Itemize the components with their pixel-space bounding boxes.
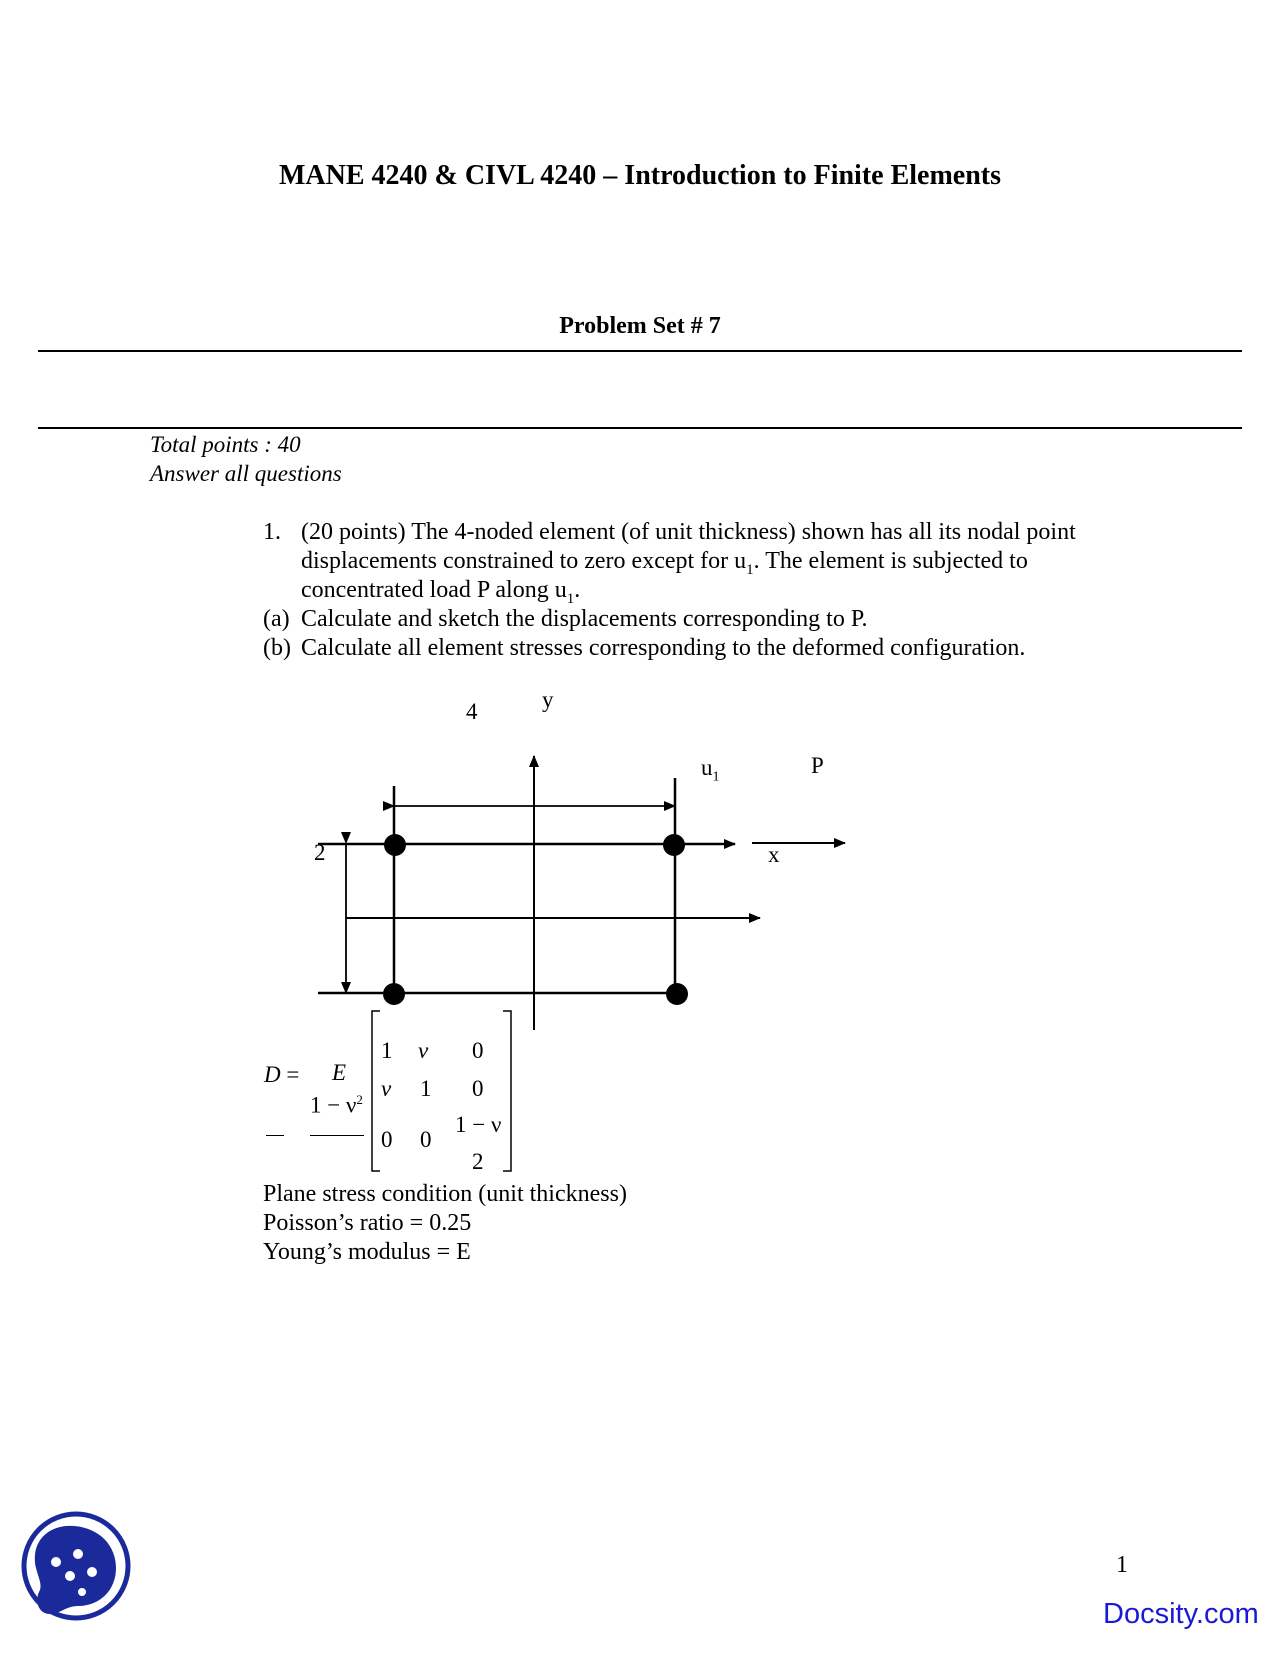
- y-axis-label: y: [542, 687, 554, 712]
- matrix-coef-denominator: $1 - \nu^2$: [310, 1092, 363, 1118]
- u1-label: $u_1$: [701, 755, 720, 785]
- part-a-label: (a): [263, 606, 290, 632]
- matrix-r2c1: ν: [381, 1076, 392, 1101]
- matrix-r2c3: 0: [472, 1076, 484, 1101]
- matrix-r3c2: 0: [420, 1127, 432, 1152]
- document-title: MANE 4240 & CIVL 4240 – Introduction to Finite Elements: [278, 160, 1002, 191]
- problem-set-title: Problem Set # 7: [559, 313, 721, 339]
- youngs-modulus: Young’s modulus = E: [263, 1239, 471, 1265]
- x-axis-label: x: [768, 842, 780, 867]
- question-number: 1.: [263, 519, 281, 545]
- height-label: 2: [314, 840, 326, 865]
- part-a-text: Calculate and sketch the displacements corresponding to P.: [301, 606, 868, 632]
- poisson-ratio: Poisson’s ratio = 0.25: [263, 1210, 472, 1236]
- matrix-coef-numerator: E: [332, 1060, 347, 1085]
- part-b-text: Calculate all element stresses corresponding to the deformed configuration.: [301, 635, 1026, 661]
- matrix-r3c1: 0: [381, 1127, 393, 1152]
- width-label: 4: [466, 699, 478, 724]
- right-bracket: [503, 1011, 511, 1171]
- matrix-r1c3: 0: [472, 1038, 484, 1063]
- matrix-r3c3-numerator: 1 − ν: [455, 1112, 502, 1137]
- question-line-1: (20 points) The 4-noded element (of unit thickness) shown has all its nodal point: [301, 519, 1076, 545]
- instructions: Answer all questions: [150, 461, 342, 486]
- matrix-r3c3-denominator: 2: [472, 1149, 484, 1174]
- question-line-2: displacements constrained to zero except for $u_1$. The element is subjected to: [301, 548, 1028, 578]
- total-points: Total points : 40: [150, 432, 301, 457]
- question-line-3: concentrated load P along $u_1$.: [301, 577, 581, 607]
- matrix-lhs: D =: [264, 1062, 300, 1087]
- matrix-r2c2: 1: [420, 1076, 432, 1101]
- page-number: 1: [1116, 1552, 1128, 1578]
- matrix-r1c2: ν: [418, 1038, 429, 1063]
- docsity-logo-icon: [20, 1510, 132, 1622]
- docsity-brand-link[interactable]: Docsity.com: [1103, 1598, 1259, 1630]
- load-label: P: [811, 753, 824, 778]
- part-b-label: (b): [263, 635, 291, 661]
- plane-stress-condition: Plane stress condition (unit thickness): [263, 1181, 627, 1207]
- matrix-r1c1: 1: [381, 1038, 393, 1063]
- left-bracket: [372, 1011, 380, 1171]
